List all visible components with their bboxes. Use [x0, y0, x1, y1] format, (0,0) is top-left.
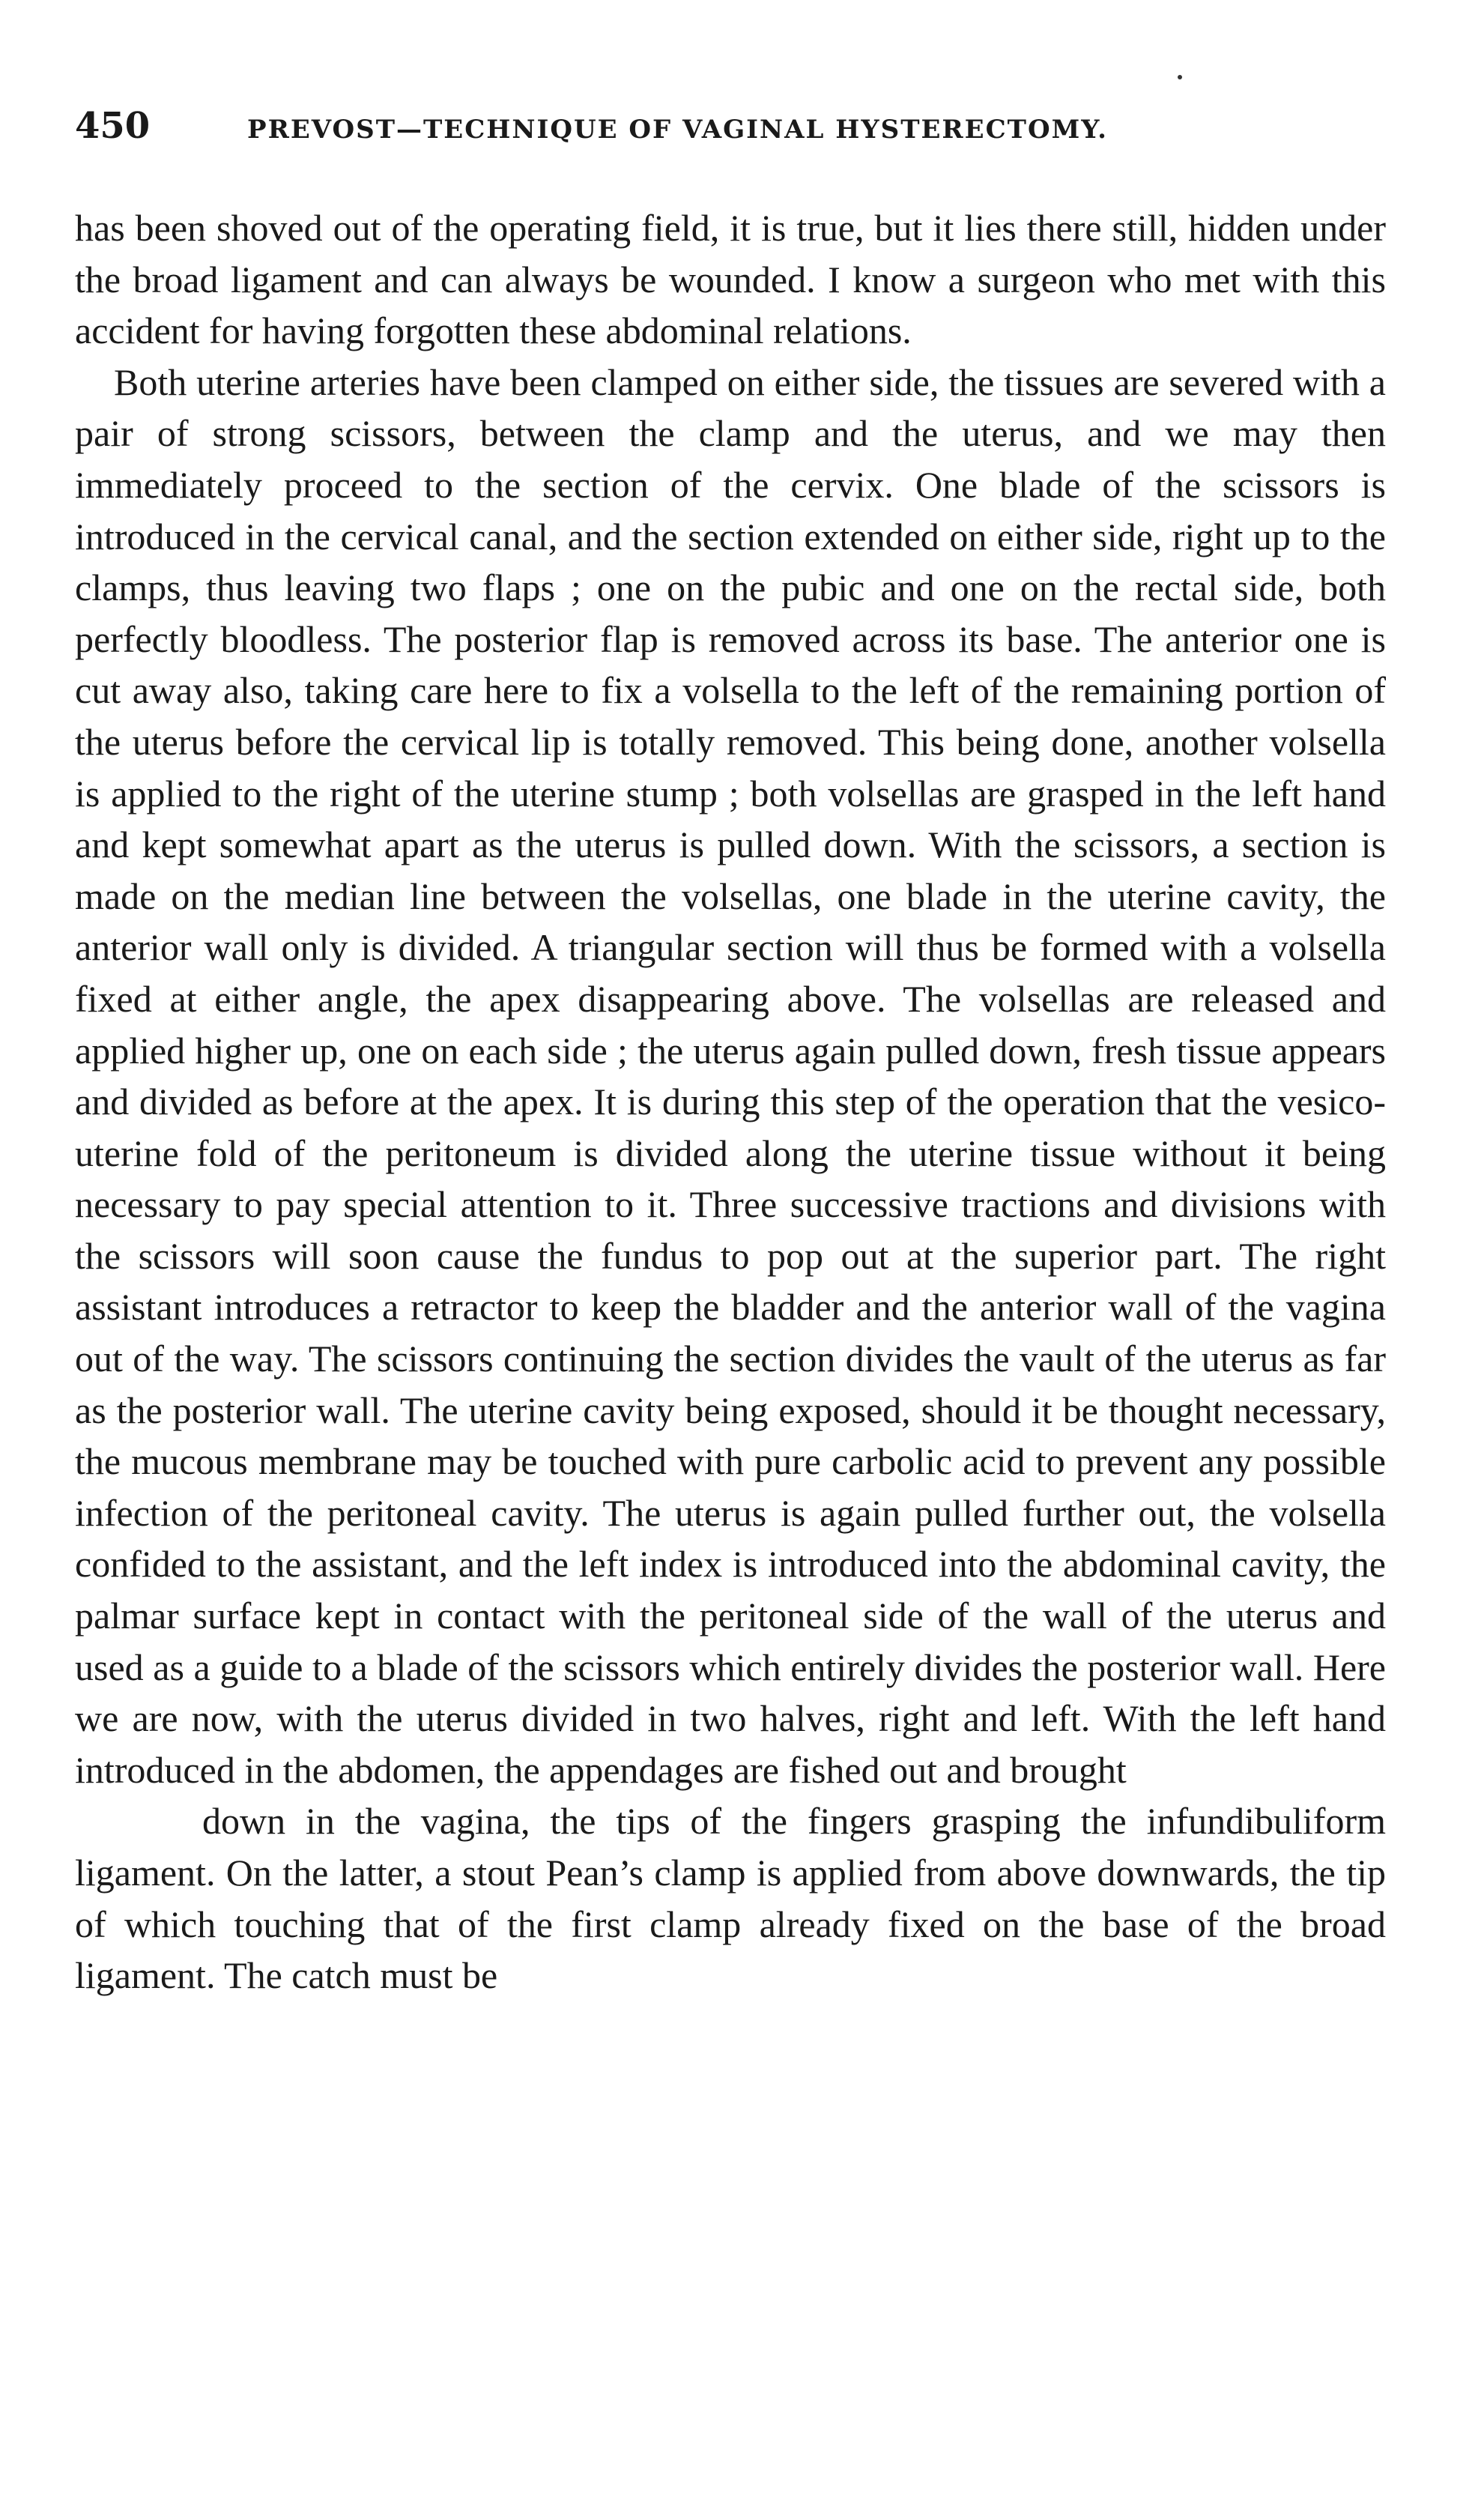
paragraph-appendages: down in the vagina, the tips of the fingers grasping the infundibuliform ligament. On the latter, a stout Pean’s clamp is applied from above downwards, the tip of which touching that of the first clamp already fixed on the base of the broad ligament. The catch must be: [75, 1800, 1386, 1997]
paragraph-uterine-arteries: Both uterine arteries have been clamped on either side, the tissues are severed with a pair of strong scissors, between the clamp and the uterus, and we may then immediately proceed to the section of the cervix. One blade of the scissors is introduced in the cervical canal, and the section extended on either side, right up to the clamps, thus leaving two flaps ; one on the pubic and one on the rectal side, both perfectly bloodless. The posterior flap is removed across its base. The anterior one is cut away also, taking care here to fix a volsella to the left of the remaining portion of the uterus before the cervical lip is totally removed. This being done, another volsella is applied to the right of the uterine stump ; both volsellas are grasped in the left hand and kept somewhat apart as the uterus is pulled down. With the scissors, a section is made on the median line between the volsellas, one blade in the uterine cavity, the anterior wall only is divided. A triangular section will thus be formed with a volsella fixed at either angle, the apex disappearing above. The volsellas are released and applied higher up, one on each side ; the uterus again pulled down, fresh tissue appears and divided as before at the apex. It is during this step of the operation that the vesico-uterine fold of the peritoneum is divided along the uterine tissue without it being necessary to pay special attention to it. Three successive tractions and divisions with the scissors will soon cause the fundus to pop out at the superior part. The right assistant introduces a retractor to keep the bladder and the anterior wall of the vagina out of the way. The scissors continuing the section divides the vault of the uterus as far as the posterior wall. The uterine cavity being exposed, should it be thought necessary, the mucous membrane may be touched with pure carbolic acid to prevent any possible infection of the peritoneal cavity. The uterus is again pulled further out, the volsella confided to the assistant, and the left index is introduced into the abdominal cavity, the palmar surface kept in contact with the peritoneal side of the wall of the uterus and used as a guide to a blade of the scissors which entirely divides the posterior wall. Here we are now, with the uterus divided in two halves, right and left. With the left hand introduced in the abdomen, the appendages are fished out and brought: [75, 360, 1386, 1791]
page-header: [75, 105, 1386, 157]
page-number: 450: [75, 105, 151, 147]
paragraph-continuation: has been shoved out of the operating field, it is true, but it lies there still, hidden under the broad ligament and can always be wounded. I know a surgeon who met with this accident for having forgotten these abdominal relations.: [75, 207, 1386, 352]
body-text: [75, 202, 1386, 2001]
running-head: PREVOST—TECHNIQUE OF VAGINAL HYSTERECTOMY.: [247, 115, 1108, 145]
print-speck: [1178, 75, 1182, 79]
book-page: [75, 105, 1386, 2001]
